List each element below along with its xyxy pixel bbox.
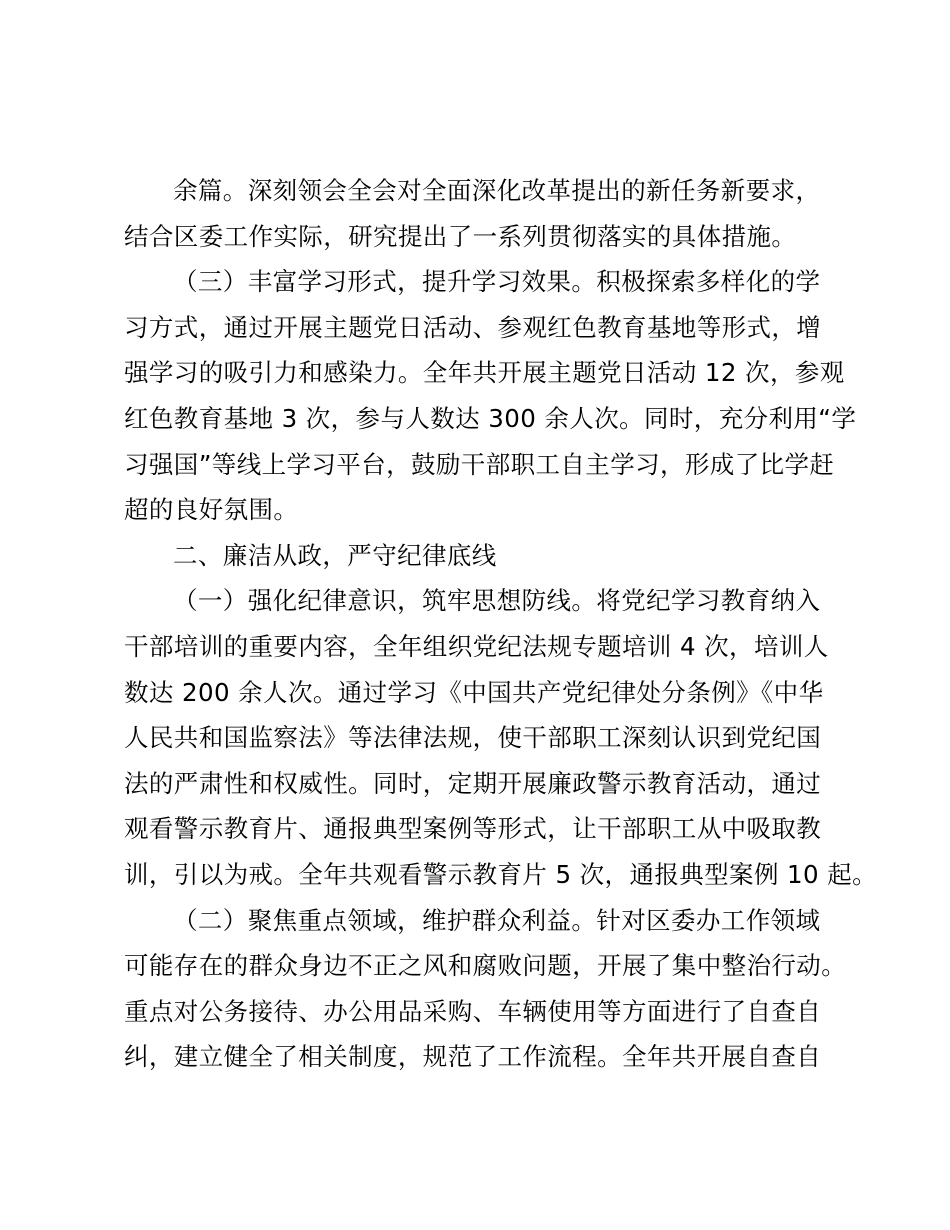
- document-body: [124, 168, 878, 1080]
- text-line-11: 干部培训的重要内容，全年组织党纪法规专题培训 4 次，培训人: [124, 631, 829, 661]
- text-line-5: 强学习的吸引力和感染力。全年共开展主题党日活动 12 次，参观: [124, 358, 845, 388]
- text-line-10: （一）强化纪律意识，筑牢思想防线。将党纪学习教育纳入: [173, 586, 821, 616]
- text-line-14: 法的严肃性和权威性。同时，定期开展廉政警示教育活动，通过: [124, 768, 822, 798]
- text-line-19: 重点对公务接待、办公用品采购、车辆使用等方面进行了自查自: [124, 996, 822, 1026]
- text-line-1: 余篇。深刻领会全会对全面深化改革提出的新任务新要求，: [173, 176, 821, 205]
- text-line-8: 超的良好氛围。: [124, 495, 299, 525]
- text-line-18: 可能存在的群众身边不正之风和腐败问题，开展了集中整治行动。: [124, 951, 847, 981]
- text-line-2: 结合区委工作实际，研究提出了一系列贯彻落实的具体措施。: [124, 221, 797, 251]
- text-line-13: 人民共和国监察法》等法律法规，使干部职工深刻认识到党纪国: [124, 723, 822, 753]
- text-line-16: 训，引以为戒。全年共观看警示教育片 5 次，通报典型案例 10 起。: [124, 859, 878, 889]
- text-line-3: （三）丰富学习形式，提升学习效果。积极探索多样化的学: [173, 267, 821, 297]
- section-heading: 二、廉洁从政，严守纪律底线: [173, 540, 497, 570]
- text-line-17: （二）聚焦重点领域，维护群众利益。针对区委办工作领域: [173, 905, 821, 935]
- text-line-15: 观看警示教育片、通报典型案例等形式，让干部职工从中吸取教: [124, 814, 822, 844]
- text-line-12: 数达 200 余人次。通过学习《中国共产党纪律处分条例》《中华: [124, 677, 824, 707]
- text-line-6: 红色教育基地 3 次，参与人数达 300 余人次。同时，充分利用“学: [124, 403, 857, 433]
- text-line-20: 纠，建立健全了相关制度，规范了工作流程。全年共开展自查自: [124, 1042, 822, 1072]
- text-line-7: 习强国”等线上学习平台，鼓励干部职工自主学习，形成了比学赶: [124, 449, 835, 479]
- text-line-4: 习方式，通过开展主题党日活动、参观红色教育基地等形式，增: [124, 312, 822, 342]
